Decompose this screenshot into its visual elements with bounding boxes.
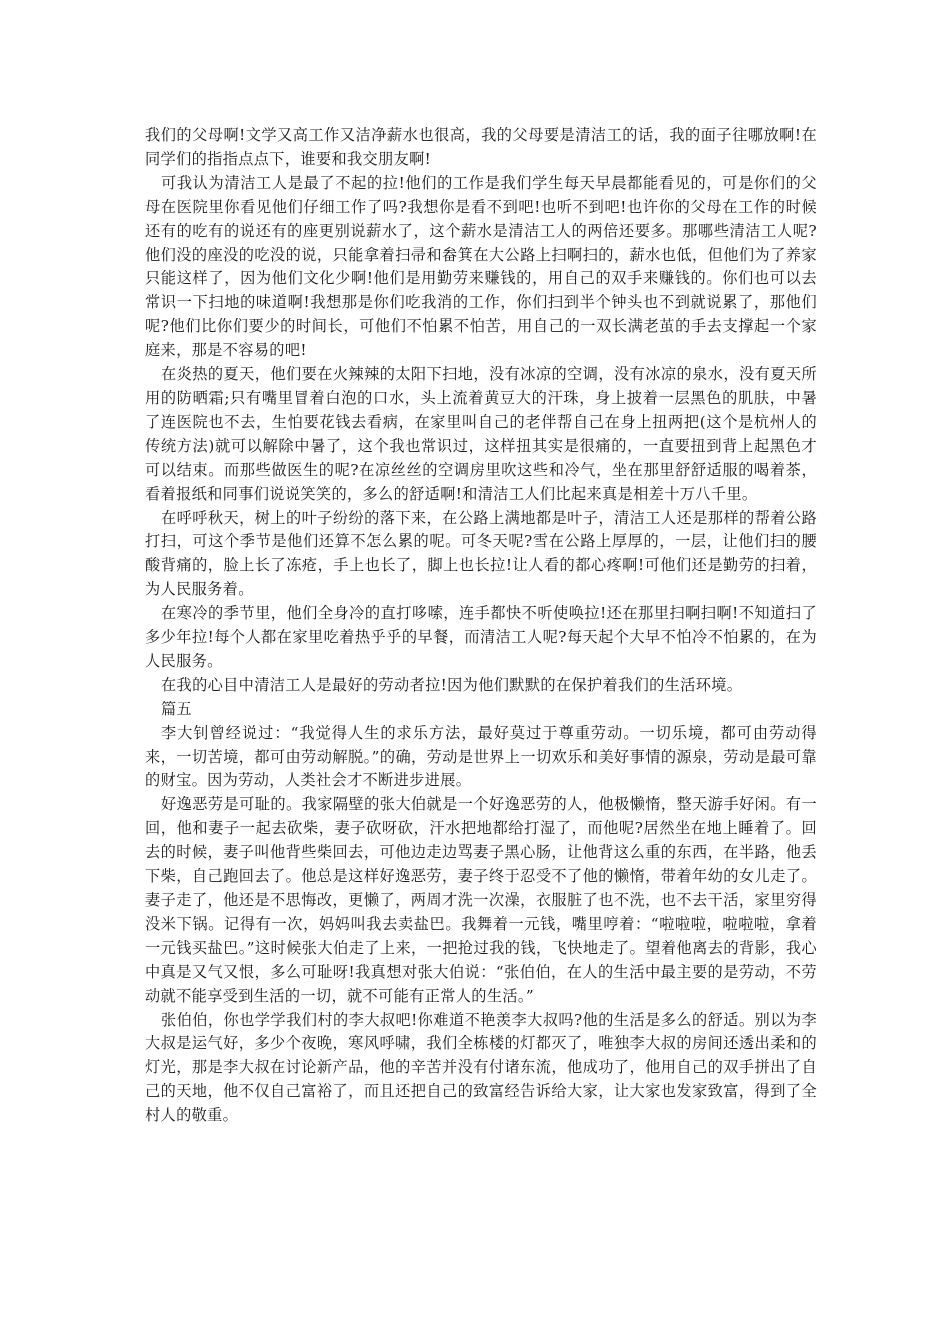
paragraph-uncle-li: 张伯伯，你也学学我们村的李大叔吧!你难道不艳羡李大叔吗?他的生活是多么的舒适。别以为李大叔是运气好，多少个夜晚，寒风呼啸，我们全栋楼的灯都灭了，唯独李大叔的房间还透出柔和的灯光，那是李大叔在讨论新产品，他的辛苦并没有付诸东流，他成功了，他用自己的双手拼出了自己的天地，他不仅自己富裕了，而且还把自己的致富经告诉给大家，让大家也发家致富，得到了全村人的敬重。 <box>145 1010 817 1125</box>
paragraph-cleaners-great: 可我认为清洁工人是最了不起的拉!他们的工作是我们学生每天早晨都能看见的，可是你们的父母在医院里你看见他们仔细工作了吗?我想你是看不到吧!也听不到吧!也许你的父母在工作的时候还有的吃有的说还有的座更别说薪水了，这个薪水是清洁工人的两倍还要多。那哪些清洁工人呢?他们没的座没的吃没的说，只能拿着扫帚和畚箕在大公路上扫啊扫的，薪水也低，但他们为了养家只能这样了，因为他们文化少啊!他们是用勤劳来赚钱的，用自己的双手来赚钱的。你们也可以去常识一下扫地的味道啊!我想那是你们吃我消的工作，你们扫到半个钟头也不到就说累了，那他们呢?他们比你们要少的时间长，可他们不怕累不怕苦，用自己的一双长满老茧的手去支撑起一个家庭来，那是不容易的吧! <box>145 173 817 360</box>
document-body <box>145 124 817 1128</box>
paragraph-parents-job: 我们的父母啊!文学又高工作又洁净薪水也很高，我的父母要是清洁工的话，我的面子往哪放啊!在同学们的指指点点下，谁要和我交朋友啊! <box>145 126 817 168</box>
paragraph-conclusion: 在我的心目中清洁工人是最好的劳动者拉!因为他们默默的在保护着我们的生活环境。 <box>161 675 743 694</box>
paragraph-cold-season: 在寒冷的季节里，他们全身冷的直打哆嗦，连手都快不听使唤拉!还在那里扫啊扫啊!不知道扫了多少年拉!每个人都在家里吃着热乎乎的早餐，而清洁工人呢?每天起个大早不怕冷不怕累的，在为人民服务。 <box>145 604 817 670</box>
paragraph-li-dazhao-quote: 李大钊曾经说过：“我觉得人生的求乐方法，最好莫过于尊重劳动。一切乐境，都可由劳动得来，一切苦境，都可由劳动解脱。”的确，劳动是世界上一切欢乐和美好事情的源泉，劳动是最可靠的财宝。因为劳动，人类社会才不断进步进展。 <box>145 723 817 790</box>
section-heading: 篇五 <box>161 699 193 718</box>
paragraph-autumn-winter: 在呼呼秋天，树上的叶子纷纷的落下来，在公路上满地都是叶子，清洁工人还是那样的帮着公路打扫，可这个季节是他们还算不怎么累的呢。可冬天呢?雪在公路上厚厚的，一层，让他们扫的腰酸背痛的，脸上长了冻疮，手上也长了，脚上也长拉!让人看的都心疼啊!可他们还是勤劳的扫着，为人民服务着。 <box>145 508 817 599</box>
paragraph-summer: 在炎热的夏天，他们要在火辣辣的太阳下扫地，没有冰凉的空调，没有冰凉的泉水，没有夏天所用的防晒霜;只有嘴里冒着白泡的口水，头上流着黄豆大的汗珠，身上披着一层黑色的肌肤，中暑了连医院也不去，生怕要花钱去看病，在家里叫自己的老伴帮自己在身上扭两把(这个是杭州人的传统方法)就可以解除中暑了，这个我也常识过，这样扭其实是很痛的，一直要扭到背上起黑色才可以结束。而那些做医生的呢?在凉丝丝的空调房里吹这些和冷气，坐在那里舒舒适服的喝着茶，看着报纸和同事们说说笑笑的，多么的舒适啊!和清洁工人们比起来真是相差十万八千里。 <box>145 365 817 503</box>
paragraph-uncle-zhang: 好逸恶劳是可耻的。我家隔壁的张大伯就是一个好逸恶劳的人，他极懒惰，整天游手好闲。有一回，他和妻子一起去砍柴，妻子砍呀砍，汗水把地都给打湿了，而他呢?居然坐在地上睡着了。回去的时候，妻子叫他背些柴回去，可他边走边骂妻子黑心肠，让他背这么重的东西，在半路，他丢下柴，自己跑回去了。他总是这样好逸恶劳，妻子终于忍受不了他的懒惰，带着年幼的女儿走了。妻子走了，他还是不思悔改，更懒了，两周才洗一次澡，衣服脏了也不洗，也不去干活，家里穷得没米下锅。记得有一次，妈妈叫我去卖盐巴。我舞着一元钱，嘴里哼着：“啦啦啦，啦啦啦，拿着一元钱买盐巴。”这时候张大伯走了上来，一把抢过我的钱，飞快地走了。望着他离去的背影，我心中真是又气又恨，多么可耻呀!我真想对张大伯说：“张伯伯，在人的生活中最主要的是劳动，不劳动就不能享受到生活的一切，就不可能有正常人的生活。” <box>145 795 817 1005</box>
